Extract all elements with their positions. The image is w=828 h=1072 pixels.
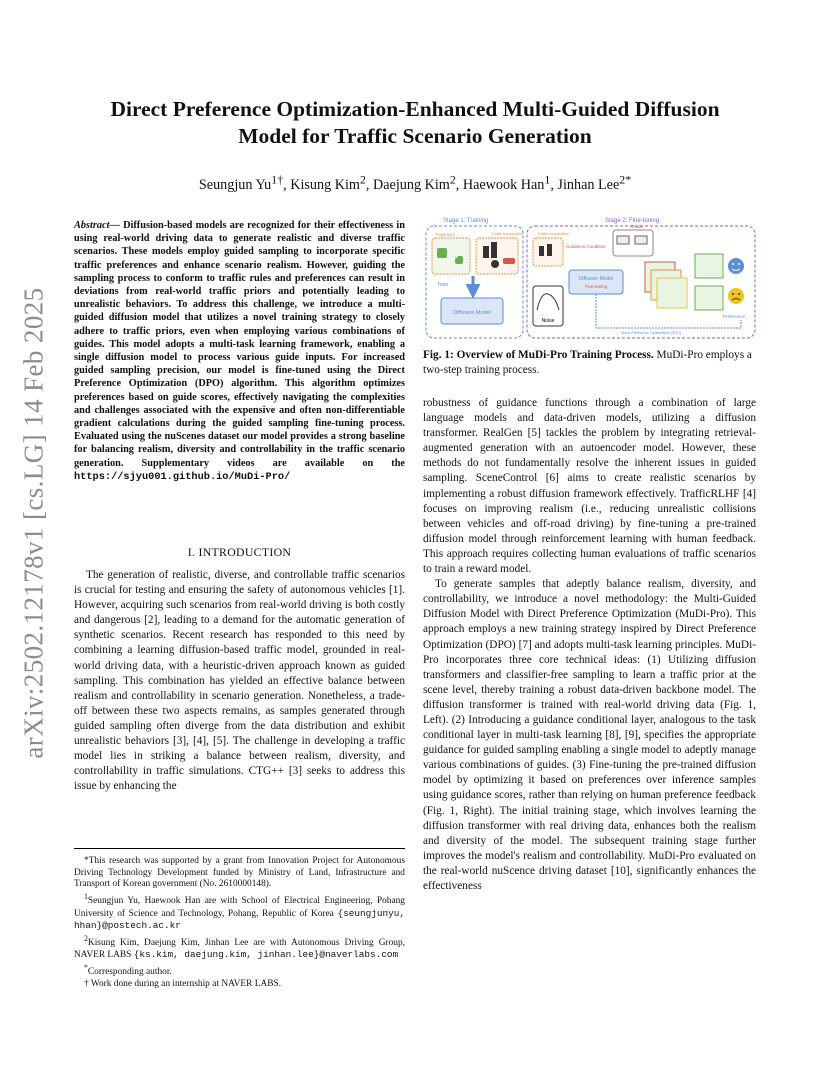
author: Seungjun $Yu^{1\dagger}$, [198, 172, 291, 193]
title-line-1: Direct Preference Optimization-Enhanced Multi-Guided Diffusion [110, 97, 720, 121]
sad-face-icon [728, 288, 744, 304]
svg-text:Traffic Information: Traffic Information [537, 231, 570, 236]
abstract-label: Abstract [74, 220, 110, 231]
svg-text:Diffusion Model: Diffusion Model [453, 310, 491, 316]
supplementary-link[interactable]: https://sjyu001.github.io/MuDi-Pro/ [74, 470, 291, 483]
footnote-aff1: $^1$Seungjun Yu, Haewook Han are with School of Electrical Engineering, Pohang University of Science and Technology, Pohang, Republic of Korea {seungjunyu, hhan}@postech.ac.kr [74, 891, 406, 932]
svg-text:Trajectory: Trajectory [435, 232, 455, 237]
footnote-corresponding: *Corresponding author. [84, 963, 172, 978]
right-paragraph-1: robustness of guidance functions through a combination of large language models and data-driven models, utilizing a diffusion transformer. RealGen [5] tackles the problem by integrating retrieval-augmented generation with an autoencoder model. However, these methods do not fundamentally resolve the inherent issues in guided sampling. SceneControl [6] aims to create realistic scenarios by implementing a robust diffusion framework effectively. TrafficRLHF [4] focuses on improving realism (i.e., reducing unrealistic collisions between vehicles and off-road driving) by fine-tuning a pre-trained diffusion model through reinforcement learning with human feedback. This approach requires collecting human evaluations of traffic scenarios to train a reward model. [423, 397, 756, 576]
author: Jinhan Lee$^{2*}$ [557, 172, 632, 193]
section-heading: I. INTRODUCTION [187, 545, 292, 559]
footnote-funding: *This research was supported by a grant from Innovation Project for Autonomous Driving Technology Development funded by Ministry of Land, Infrastructure and Transport of Korean government (No. 2610000148). [74, 856, 405, 890]
svg-text:Direct Preference Optimization: Direct Preference Optimization (DPO) [620, 331, 682, 335]
figure-caption: Fig. 1: Overview of MuDi-Pro Training Process. MuDi-Pro employs a two-step training process. [423, 349, 752, 377]
svg-text:Noise: Noise [541, 318, 555, 324]
svg-text:Train: Train [437, 282, 449, 288]
intro-paragraph: The generation of realistic, diverse, and controllable traffic scenarios is crucial for testing and ensuring the safety of autonomous vehicles [1]. However, acquiring such scenarios from real-world driving is both costly and dangerous [2], leading to a demand for the automatic generation of synthetic scenarios. Recent research has responded to this need by combining a learning diffusion-based traffic model, grounded in real-world driving data, with a heuristic-driven approach known as guided sampling. This combination has yielded an effective balance between realism and controllability in scenario generation. Nonetheless, a trade-off between these two aspects remains, as samples generated through guided sampling often diverge from the data distribution and exhibit unrealistic behaviors [3], [4], [5]. The challenge in developing a traffic model lies in striking a balance between realism, diversity, and controllability in traffic simulations. CTG++ [3] seeks to address this issue by enhancing the [74, 569, 405, 793]
abstract-text: — Diffusion-based models are recognized for their effectiveness in using real-world driving data to generate realistic and diverse traffic scenarios. These models employ guided sampling to incorporate specific traffic preferences and enhance scenario realism. However, guiding the sampling process to conform to traffic rules and preferences can result in deviations from real-world traffic priors and potentially leading to unrealistic behaviors. To address this challenge, we introduce a multi-guided diffusion model that utilizes a novel training strategy to closely adhere to traffic priors, even when employing various combinations of guides. This model adopts a multi-task learning framework, enabling a single diffusion model to process various guide inputs. For increased guided sampling precision, our model is fine-tuned using the Direct Preference Optimization (DPO) algorithm. This algorithm optimizes preferences based on guide scores, effectively navigating the complexities and challenges associated with the expensive and often non-differentiable gradient calculations during the guided sampling fine-tuning process. Evaluated using the nuScenes dataset our model provides a strong baseline for balancing realism, diversity and controllability in the traffic scenario generation. Supplementary videos are available on the [74, 220, 405, 469]
stage2-label: Stage 2: Fine-tuning [605, 218, 660, 224]
arxiv-watermark: arXiv:2502.12178v1 [cs.LG] 14 Feb 2025 [18, 287, 49, 759]
figure-1 [423, 214, 757, 342]
svg-text:Fine-tuning: Fine-tuning [584, 284, 608, 289]
footnote-rule [74, 848, 405, 849]
abstract [74, 219, 405, 484]
svg-text:Guide: Guide [631, 224, 644, 229]
right-paragraph-2: To generate samples that adeptly balance realism, diversity, and controllability, we introduce a novel methodology: the Multi-Guided Diffusion Model with Direct Preference Optimization (MuDi-Pro). This approach employs a new training strategy inspired by Direct Preference Optimization (DPO) [7] and adopts multi-task learning principles. MuDi-Pro incorporates three core technical ideas: (1) Utilizing diffusion transformers and classifier-free sampling to learn a traffic prior at the scene level, thereby training a robust data-driven backbone model. The diffusion transformer is trained with real-world driving data (Fig. 1, Left). (2) Introducing a guidance conditional layer, analogous to the task conditional layer in multi-task learning [8], [9], specifies the appropriate guidance for guided sampling enabling a single model to adeptly manage various combinations of guides. (3) Fine-tuning the pre-trained diffusion model by optimizing it based on preferences over inference samples using guidance scores, rather than relying on human preference feedback (Fig. 1, Right). The initial training stage, which involves learning the diffusion transformer with real driving data, enhances both the realism and diversity of the model. The subsequent training stage further improves the model's realism and controllability. MuDi-Pro evaluated on the real-world nuScence driving dataset [10], significantly enhances the effectiveness [423, 578, 756, 892]
finetune-diffusion-box [569, 270, 623, 294]
svg-text:Traffic Information: Traffic Information [491, 231, 524, 236]
stage1-label: Stage 1: Training [443, 218, 489, 224]
svg-text:Guidance Condition: Guidance Condition [566, 244, 606, 249]
footnote-internship: † Work done during an internship at NAVER LABS. [84, 978, 282, 989]
author: Daejung Kim$^2$, [372, 172, 463, 193]
author: Haewook Han$^1$, [462, 172, 558, 193]
svg-text:Preference: Preference [723, 314, 746, 319]
author-list [80, 172, 750, 194]
happy-face-icon [728, 258, 744, 274]
svg-text:Diffusion Model: Diffusion Model [578, 276, 614, 282]
paper-title [80, 96, 750, 150]
author: Kisung Kim$^2$, [290, 172, 373, 193]
title-line-2: Model for Traffic Scenario Generation [238, 124, 592, 148]
footnotes [74, 856, 405, 990]
right-column-text [423, 396, 756, 894]
footnote-aff2: $^2$Kisung Kim, Daejung Kim, Jinhan Lee are with Autonomous Driving Group, NAVER LABS {ks.kim, daejung.kim, jinhan.lee}@naverlabs.com [74, 933, 405, 961]
